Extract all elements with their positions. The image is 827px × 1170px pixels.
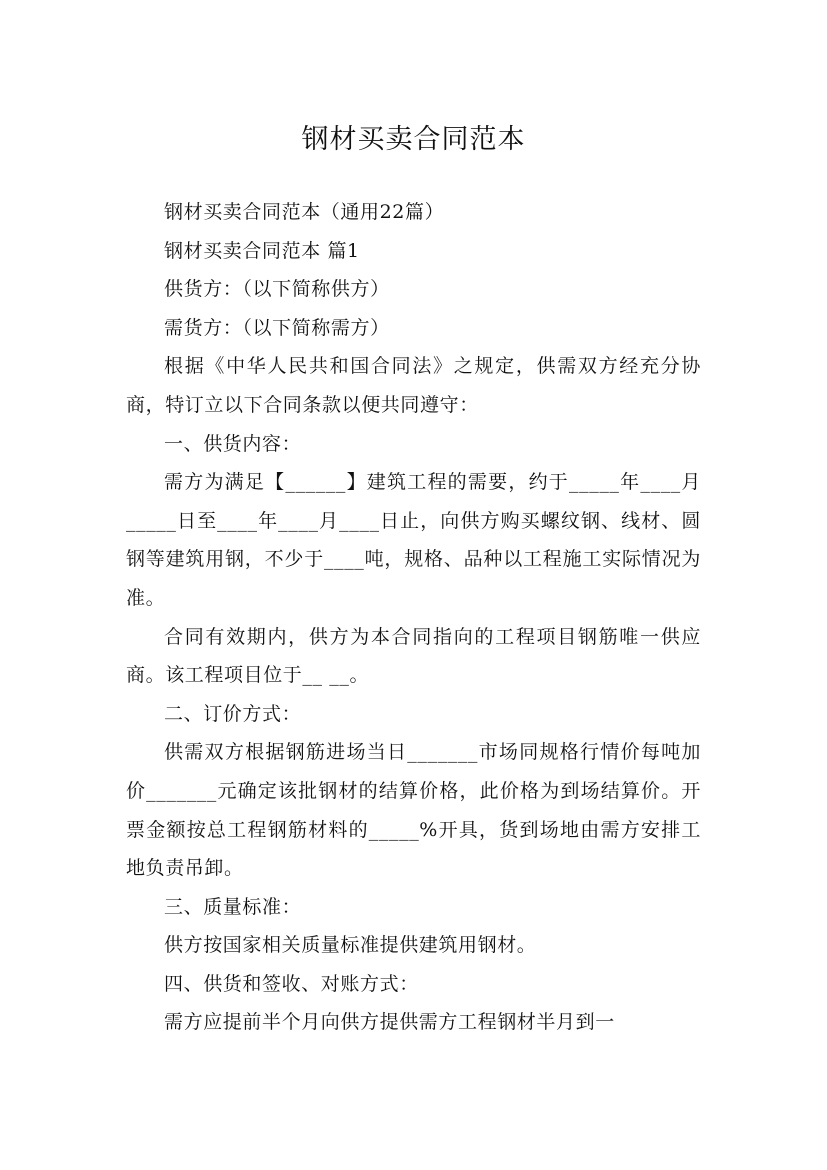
document-body (126, 193, 701, 1042)
paragraph-supplier: 供货方：（以下简称供方） (164, 278, 390, 301)
heading-pricing: 二、订价方式： (164, 702, 302, 725)
document-title: 钢材买卖合同范本 (301, 124, 526, 156)
heading-quality: 三、质量标准： (164, 895, 302, 918)
heading-delivery: 四、供货和签收、对账方式： (164, 972, 419, 995)
paragraph-preamble: 根据《中华人民共和国合同法》之规定，供需双方经充分协商，特订立以下合同条款以便共同遵守： (126, 355, 701, 416)
paragraph-pricing: 供需双方根据钢筋进场当日_______市场同规格行情价每吨加价_______元确定该批钢材的结算价格，此价格为到场结算价。开票金额按总工程钢筋材料的_____%开具，货到场地由需方安排工地负责吊卸。 (126, 741, 701, 880)
heading-supply-content: 一、供货内容： (164, 432, 302, 455)
paragraph-supply-content: 需方为满足【______】建筑工程的需要，约于_____年____月_____日至____年____月____日止，向供方购买螺纹钢、线材、圆钢等建筑用钢，不少于____吨，规格、品种以工程施工实际情况为准。 (126, 471, 701, 609)
paragraph-exclusive-supplier: 合同有效期内，供方为本合同指向的工程项目钢筋唯一供应商。该工程项目位于__ __。 (126, 625, 701, 687)
paragraph-buyer: 需货方：（以下简称需方） (164, 316, 390, 339)
paragraph-section-label: 钢材买卖合同范本 篇1 (164, 239, 360, 262)
paragraph-delivery: 需方应提前半个月向供方提供需方工程钢材半月到一 (164, 1011, 615, 1034)
paragraph-quality: 供方按国家相关质量标准提供建筑用钢材。 (164, 934, 537, 957)
paragraph-subtitle: 钢材买卖合同范本（通用22篇） (164, 201, 445, 223)
